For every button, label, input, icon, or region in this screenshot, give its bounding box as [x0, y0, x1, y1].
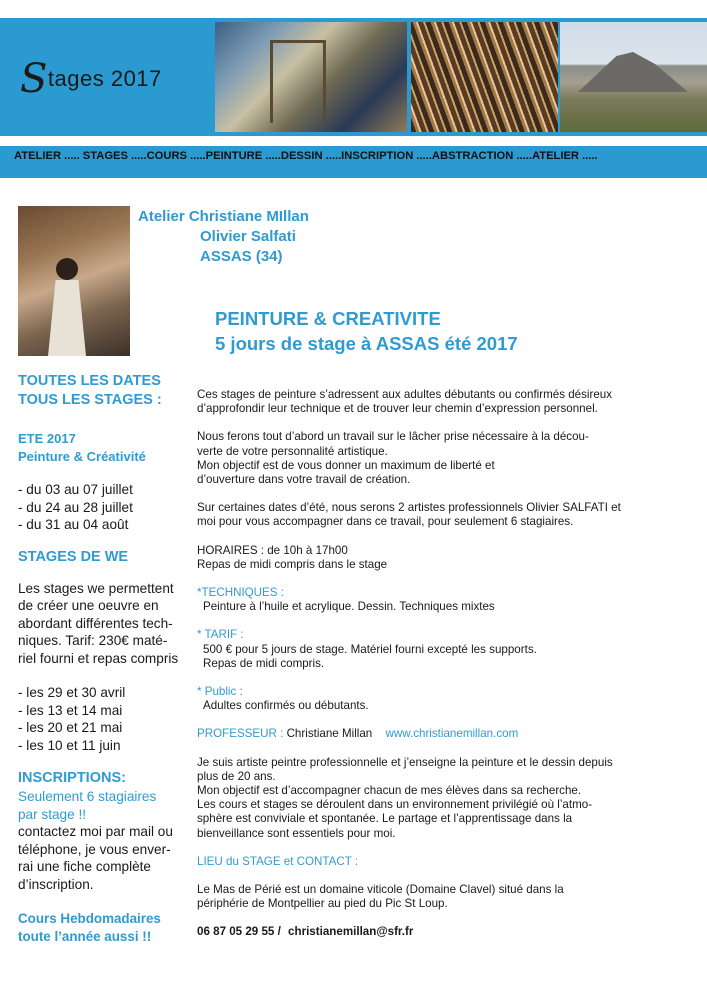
tarif-section — [197, 628, 687, 671]
list-item: - du 03 au 07 juillet — [18, 482, 133, 497]
brand-title — [20, 50, 162, 102]
dates-ete-paragraph — [197, 501, 687, 529]
contact-line — [197, 925, 687, 939]
text-line: plus de 20 ans. — [197, 769, 276, 783]
we-desc-line: abordant différentes tech- — [18, 615, 173, 631]
public-text: Adultes confirmés ou débutants. — [203, 699, 369, 713]
main-title-line1: PEINTURE & CREATIVITE — [215, 308, 441, 329]
bio-paragraph — [197, 756, 687, 841]
atelier-name: Atelier Christiane MIllan — [138, 208, 309, 225]
text-line: Sur certaines dates d’été, nous serons 2 artistes professionnels Olivier SALFATI et — [197, 501, 621, 515]
text-line: Mon objectif est d’accompagner chacun de mes élèves dans sa recherche. — [197, 784, 582, 798]
text-line: Nous ferons tout d’abord un travail sur le lâcher prise nécessaire à la décou- — [197, 430, 589, 444]
inscriptions-highlight: par stage !! — [18, 806, 87, 822]
inscriptions-text: contactez moi par mail ou — [18, 824, 173, 839]
tarif-label: * TARIF : — [197, 628, 244, 642]
main-content — [197, 388, 687, 940]
text-line: d’approfondir leur technique et de trouver leur chemin d’expression personnel. — [197, 402, 598, 416]
public-label: * Public : — [197, 685, 243, 699]
techniques-section — [197, 586, 687, 614]
we-description — [18, 580, 198, 668]
text-line: d’ouverture dans votre travail de création. — [197, 473, 411, 487]
text-line: Les cours et stages se déroulent dans un environnement privilégié où l’atmo- — [197, 798, 593, 812]
travail-paragraph — [197, 430, 687, 487]
intro-paragraph — [197, 388, 687, 416]
professeur-label: PROFESSEUR : — [197, 727, 284, 741]
text-line: Ces stages de peinture s’adressent aux adultes débutants ou confirmés désireux — [197, 388, 613, 401]
text-line: Mon objectif est de vous donner un maximum de liberté et — [197, 458, 495, 472]
header-photo-landscape — [560, 22, 707, 132]
list-item: - les 29 et 30 avril — [18, 685, 126, 700]
list-item: - les 20 et 21 mai — [18, 720, 123, 735]
text-line: HORAIRES : de 10h à 17h00 — [197, 543, 348, 557]
we-desc-line: Les stages we permettent — [18, 580, 174, 596]
text-line: sphère est conviviale et spontanée. Le partage et l’apprentissage dans la — [197, 812, 573, 826]
dates-heading: TOUTES LES DATES — [18, 373, 161, 389]
text-line: Le Mas de Périé est un domaine viticole (Domaine Clavel) situé dans la — [197, 883, 564, 897]
list-item: - du 31 au 04 août — [18, 517, 129, 532]
main-title-line2: 5 jours de stage à ASSAS été 2017 — [215, 333, 518, 354]
atelier-artist: Olivier Salfati — [200, 228, 296, 245]
we-desc-line: niques. Tarif: 230€ maté- — [18, 633, 168, 648]
professeur-line — [197, 727, 687, 741]
website-link[interactable]: www.christianemillan.com — [385, 727, 519, 741]
text-line: moi pour vous accompagner dans ce travail, pour seulement 6 stagiaires. — [197, 515, 574, 529]
tarif-text: Repas de midi compris. — [203, 656, 325, 670]
header-photo-brushes — [411, 22, 558, 132]
lieu-paragraph — [197, 883, 687, 911]
text-line: bienveillance sont essentiels pour moi. — [197, 826, 396, 840]
dates-heading-2: TOUS LES STAGES : — [18, 392, 162, 408]
professeur-name: Christiane Millan — [286, 727, 373, 741]
brand-initial: S — [20, 56, 48, 102]
text-line: périphérie de Montpellier au pied du Pic St Loup. — [197, 897, 448, 911]
inscriptions-highlight: Seulement 6 stagiaires — [18, 789, 157, 804]
brand-rest: tages 2017 — [47, 66, 162, 91]
public-section — [197, 685, 687, 713]
inscriptions-text: téléphone, je vous enver- — [18, 841, 171, 857]
ete-sub: Peinture & Créativité — [18, 449, 146, 464]
text-line: Repas de midi compris dans le stage — [197, 557, 388, 571]
ete-dates — [18, 481, 198, 534]
ete-label: ETE 2017 — [18, 431, 76, 446]
list-item: - les 10 et 11 juin — [18, 737, 121, 753]
lieu-label: LIEU du STAGE et CONTACT : — [197, 854, 359, 868]
email-link[interactable]: christianemillan@sfr.fr — [288, 925, 414, 939]
we-desc-line: riel fourni et repas compris — [18, 650, 179, 666]
inscriptions-text: rai une fiche complète — [18, 859, 151, 874]
tarif-text: 500 € pour 5 jours de stage. Matériel fourni excepté les supports. — [203, 642, 537, 656]
nav-text: ATELIER ..... STAGES .....COURS .....PEINTURE .....DESSIN .....INSCRIPTION .....ABSTRACTION .....ATELIER ..... — [14, 150, 598, 162]
techniques-label: *TECHNIQUES : — [197, 586, 284, 600]
artist-portrait-photo — [18, 206, 130, 356]
text-line: Je suis artiste peintre professionnelle et j’enseigne la peinture et le dessin depuis — [197, 755, 613, 769]
header-photo-studio — [215, 22, 407, 132]
phone-number[interactable]: 06 87 05 29 55 / — [197, 925, 281, 939]
sidebar — [18, 372, 198, 946]
we-dates — [18, 684, 198, 754]
inscriptions-heading: INSCRIPTIONS: — [18, 770, 126, 786]
hebdo-line: Cours Hebdomadaires — [18, 911, 161, 926]
list-item: - du 24 au 28 juillet — [18, 499, 133, 515]
inscriptions-text: d’inscription. — [18, 876, 94, 892]
horaires-paragraph — [197, 544, 687, 572]
atelier-location: ASSAS (34) — [200, 248, 283, 265]
text-line: verte de votre personnalité artistique. — [197, 444, 388, 458]
list-item: - les 13 et 14 mai — [18, 702, 123, 718]
hebdo-line: toute l’année aussi !! — [18, 929, 152, 944]
we-desc-line: de créer une oeuvre en — [18, 598, 159, 613]
techniques-text: Peinture à l’huile et acrylique. Dessin. Techniques mixtes — [203, 600, 495, 614]
we-heading: STAGES DE WE — [18, 548, 129, 565]
